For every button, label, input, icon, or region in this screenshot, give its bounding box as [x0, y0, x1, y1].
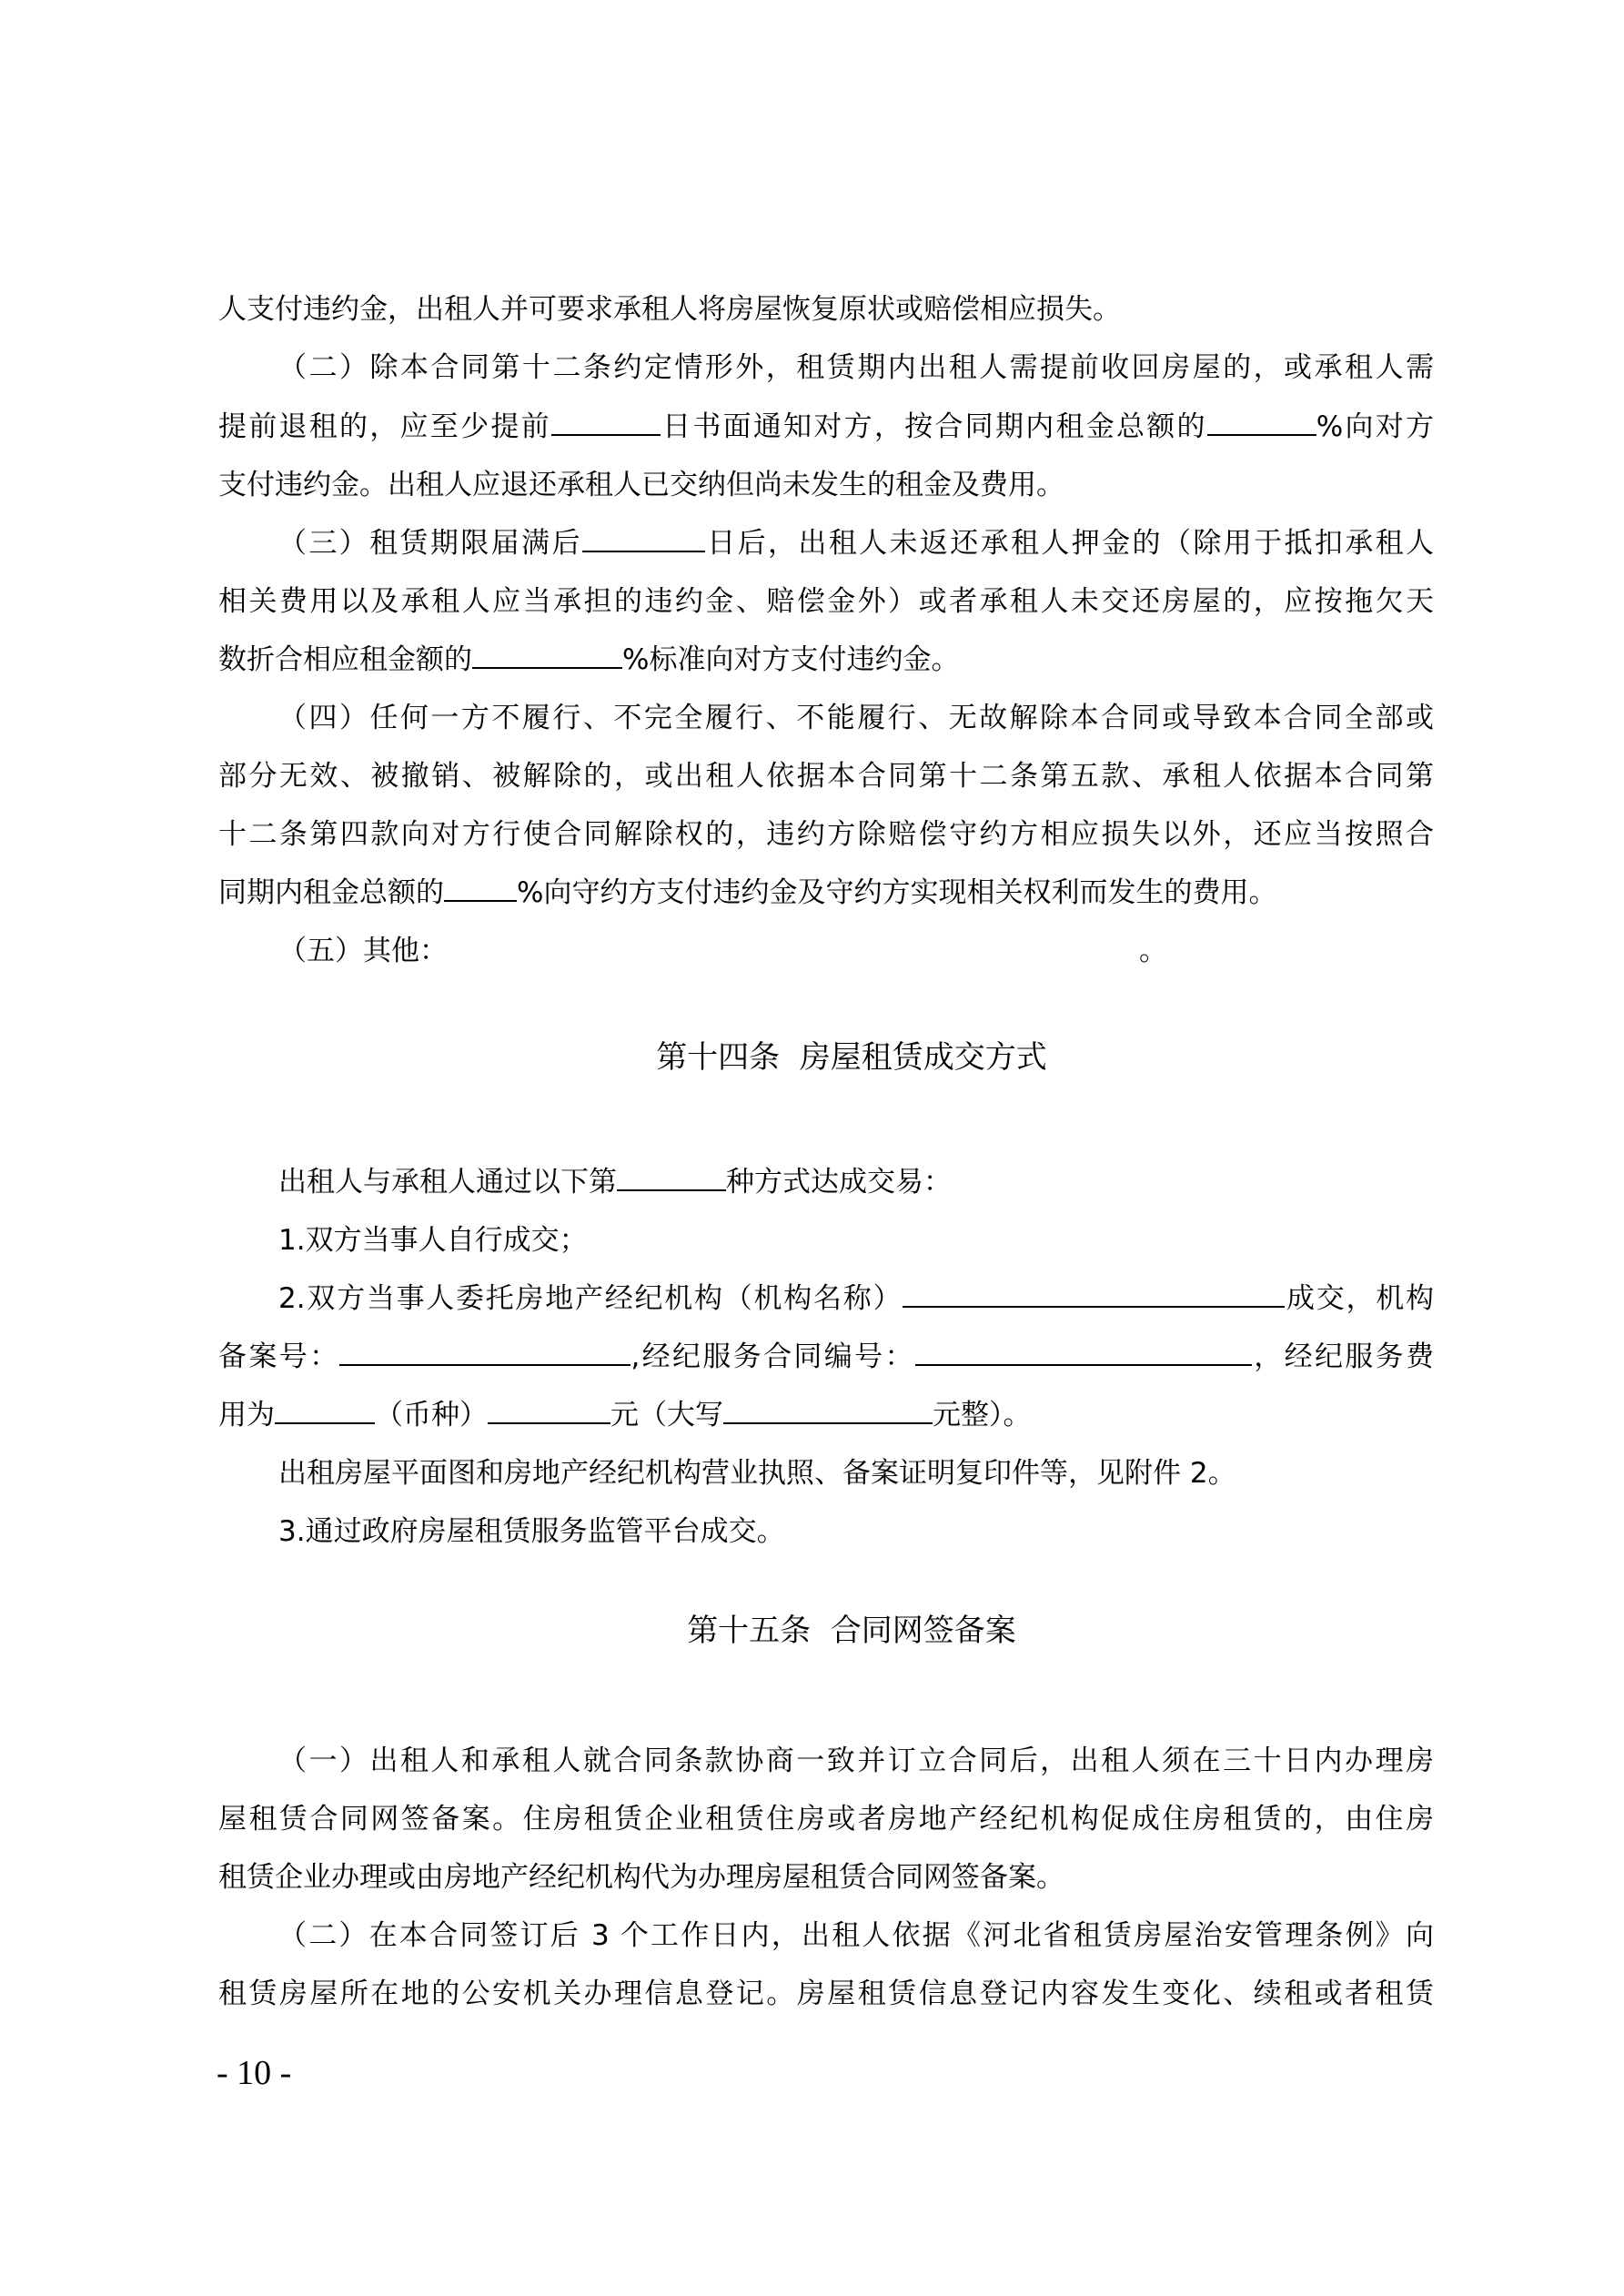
text: （二）除本合同第十二条约定情形外，租赁期内出租人需提前收回房屋的，或承租人需: [278, 351, 1434, 384]
text: 人支付违约金，出租人并可要求承租人将房屋恢复原状或赔偿相应损失。: [218, 293, 1121, 326]
text: 元（大写: [610, 1399, 723, 1431]
section-14-heading: 第十四条 房屋租赁成交方式: [656, 1039, 1047, 1076]
service-contract-number-blank[interactable]: [915, 1337, 1252, 1366]
paragraph-line: [218, 288, 1434, 330]
clause-2-line-3: [218, 464, 1434, 506]
text: （五）其他：: [278, 935, 448, 967]
currency-blank[interactable]: [275, 1395, 375, 1424]
text: 3.通过政府房屋租赁服务监管平台成交。: [278, 1515, 785, 1548]
notice-days-blank[interactable]: [551, 407, 661, 436]
text: %向守约方支付违约金及守约方实现相关权利而发生的费用。: [517, 876, 1277, 909]
text: 1.双方当事人自行成交；: [278, 1224, 588, 1257]
text: 用为: [218, 1399, 275, 1431]
text: （二）在本合同签订后 3 个工作日内，出租人依据《河北省租赁房屋治安管理条例》向: [278, 1919, 1434, 1952]
text: 出租房屋平面图和房地产经纪机构营业执照、备案证明复印件等，见附件 2。: [278, 1457, 1236, 1490]
clause-4-line-2: [218, 755, 1434, 797]
text: %标准向对方支付违约金。: [622, 643, 960, 676]
text: 种方式达成交易：: [726, 1166, 952, 1199]
text: 数折合相应租金额的: [218, 643, 472, 676]
text: （币种）: [375, 1399, 488, 1431]
attachment-note-line: [218, 1452, 1434, 1494]
text: 十二条第四款向对方行使合同解除权的，违约方除赔偿守约方相应损失以外，还应当按照合: [218, 818, 1434, 851]
s15-clause-1-line-2: [218, 1798, 1434, 1840]
text: 部分无效、被撤销、被解除的，或出租人依据本合同第十二条第五款、承租人依据本合同第: [218, 760, 1434, 793]
text: ，经纪服务费: [1251, 1340, 1435, 1373]
text: （三）租赁期限届满后: [278, 527, 582, 560]
clause-3-line-2: [218, 581, 1434, 622]
text: ,经纪服务合同编号：: [630, 1340, 915, 1373]
clause-3-line-1: [218, 522, 1434, 564]
page-number: - 10 -: [217, 2054, 292, 2092]
text: 相关费用以及承租人应当承担的违约金、赔偿金外）或者承租人未交还房屋的，应按拖欠天: [218, 585, 1434, 618]
agency-record-number-blank[interactable]: [339, 1337, 630, 1366]
option-3-line: [218, 1511, 1434, 1553]
s15-clause-2-line-2: [218, 1973, 1434, 2015]
text: 租赁房屋所在地的公安机关办理信息登记。房屋租赁信息登记内容发生变化、续租或者租赁: [218, 1977, 1434, 2010]
text: 备案号：: [218, 1340, 340, 1373]
text: 租赁企业办理或由房地产经纪机构代为办理房屋租赁合同网签备案。: [218, 1861, 1064, 1894]
option-2-line-2: [218, 1336, 1434, 1378]
text: 屋租赁合同网签备案。住房租赁企业租赁住房或者房地产经纪机构促成住房租赁的，由住房: [218, 1803, 1434, 1836]
days-after-expiry-blank[interactable]: [582, 523, 705, 552]
clause-4-line-3: [218, 814, 1434, 855]
clause-4-line-1: [218, 697, 1434, 739]
s15-clause-1-line-3: [218, 1856, 1434, 1898]
method-number-blank[interactable]: [617, 1162, 726, 1191]
text: 2.双方当事人委托房地产经纪机构（机构名称）: [278, 1282, 903, 1315]
penalty-percent-blank[interactable]: [1207, 407, 1316, 436]
clause-5-line: [218, 930, 1434, 972]
option-2-line-3: [218, 1394, 1434, 1436]
text: 出租人与承租人通过以下第: [278, 1166, 617, 1199]
text: 同期内租金总额的: [218, 876, 444, 909]
text: 支付违约金。出租人应退还承租人已交纳但尚未发生的租金及费用。: [218, 469, 1064, 501]
transaction-method-line: [218, 1161, 1434, 1203]
agency-name-blank[interactable]: [903, 1279, 1285, 1308]
option-2-line-1: [218, 1278, 1434, 1320]
text: 成交，机构: [1285, 1282, 1435, 1315]
text: 日后，出租人未返还承租人押金的（除用于抵扣承租人: [704, 527, 1435, 560]
overdue-percent-blank[interactable]: [472, 640, 622, 669]
clause-2-line-2: [218, 406, 1434, 448]
text: （一）出租人和承租人就合同条款协商一致并订立合同后，出租人须在三十日内办理房: [278, 1745, 1434, 1777]
text: 元整）。: [933, 1399, 1032, 1431]
text: %向对方: [1316, 410, 1434, 443]
option-1-line: [218, 1219, 1434, 1261]
text: 日书面通知对方，按合同期内租金总额的: [660, 410, 1207, 443]
breach-percent-blank[interactable]: [444, 873, 517, 902]
s15-clause-2-line-1: [218, 1915, 1434, 1957]
section-15-heading: 第十五条 合同网签备案: [687, 1613, 1016, 1649]
clause-3-line-3: [218, 639, 1434, 681]
text: 提前退租的，应至少提前: [218, 410, 551, 443]
clause-4-line-4: [218, 872, 1434, 914]
fee-amount-words-blank[interactable]: [723, 1395, 933, 1424]
text: 。: [1139, 935, 1167, 967]
s15-clause-1-line-1: [218, 1740, 1434, 1782]
text: （四）任何一方不履行、不完全履行、不能履行、无故解除本合同或导致本合同全部或: [278, 702, 1434, 734]
fee-amount-blank[interactable]: [488, 1395, 610, 1424]
clause-2-line-1: [218, 347, 1434, 389]
